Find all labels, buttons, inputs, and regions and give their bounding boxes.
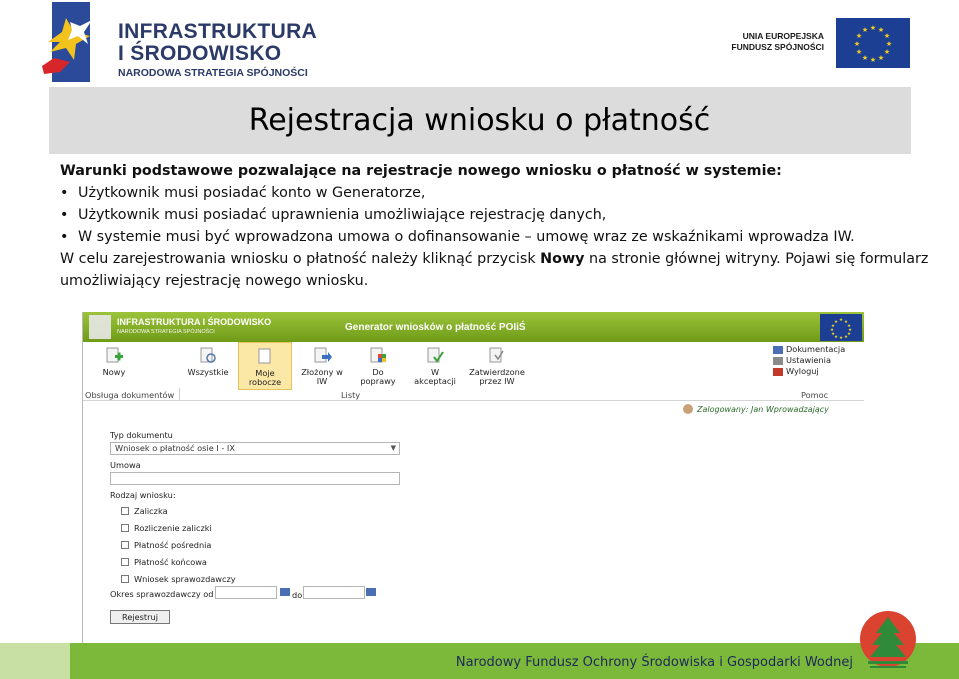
paragraph-bold-button-name: Nowy xyxy=(540,251,585,267)
docs-link-label: Dokumentacja xyxy=(786,344,846,354)
svg-text:★: ★ xyxy=(847,328,853,333)
calendar-icon[interactable] xyxy=(366,588,376,596)
chevron-down-icon: ▼ xyxy=(390,444,396,452)
svg-text:★: ★ xyxy=(855,48,863,56)
search-document-icon xyxy=(198,347,218,365)
contract-label: Umowa xyxy=(110,460,141,470)
kind-label-report: Wniosek sprawozdawczy xyxy=(134,574,236,584)
submitted-label-2: IW xyxy=(316,376,328,386)
check-document-icon xyxy=(425,347,445,365)
kind-label-intermediate: Płatność pośrednia xyxy=(134,540,212,550)
logged-in-text: Zalogowany: Jan Wprowadzający xyxy=(697,404,829,414)
instruction-paragraph xyxy=(60,248,940,292)
svg-text:★: ★ xyxy=(833,320,839,325)
all-button[interactable] xyxy=(181,342,235,390)
logout-link-label: Wyloguj xyxy=(786,366,819,376)
logout-link[interactable] xyxy=(773,366,845,377)
logo-line-2: I ŚRODOWISKO xyxy=(118,42,282,65)
svg-text:★: ★ xyxy=(877,26,885,34)
list-item: • Użytkownik musi posiadać konto w Generatorze, xyxy=(60,182,940,204)
to-fix-label-1: Do xyxy=(372,367,384,377)
section-help-label: Pomoc xyxy=(801,390,829,400)
user-icon xyxy=(683,404,693,414)
eu-flag-small-icon xyxy=(820,314,862,341)
kind-label-settlement: Rozliczenie zaliczki xyxy=(134,523,212,533)
in-acceptance-button[interactable] xyxy=(408,342,462,390)
app-logo-icon xyxy=(89,315,111,339)
svg-text:★: ★ xyxy=(869,56,877,64)
kind-checkbox-settlement[interactable] xyxy=(121,523,212,533)
approved-label-2: przez IW xyxy=(479,376,515,386)
my-drafts-label-1: Moje xyxy=(255,368,275,378)
checkbox-icon xyxy=(121,575,129,583)
eu-label-line-2: FUNDUSZ SPÓJNOŚCI xyxy=(731,42,824,52)
approved-button[interactable] xyxy=(467,342,527,390)
svg-text:★: ★ xyxy=(861,54,869,62)
svg-text:★: ★ xyxy=(843,335,849,340)
docs-link[interactable] xyxy=(773,344,845,355)
help-links xyxy=(773,344,845,377)
svg-text:★: ★ xyxy=(855,32,863,40)
logo-line-1: INFRASTRUKTURA xyxy=(118,20,318,43)
svg-text:★: ★ xyxy=(838,318,844,323)
contract-field[interactable] xyxy=(110,472,400,485)
nfosigw-logo-icon xyxy=(858,609,918,674)
paragraph-part-1: W celu zarejestrowania wniosku o płatność należy kliknąć przycisk xyxy=(60,251,541,267)
in-acceptance-label-1: W xyxy=(430,367,440,377)
new-button-label: Nowy xyxy=(102,367,126,377)
star-logo-icon xyxy=(40,2,112,82)
logo-line-3: NARODOWA STRATEGIA SPÓJNOŚCI xyxy=(118,67,308,79)
svg-text:★: ★ xyxy=(838,336,844,341)
svg-text:★: ★ xyxy=(833,335,839,340)
settings-link-label: Ustawienia xyxy=(786,355,831,365)
kind-checkbox-final[interactable] xyxy=(121,557,207,567)
calendar-icon[interactable] xyxy=(280,588,290,596)
checkbox-icon xyxy=(121,541,129,549)
eu-flag-icon xyxy=(836,18,910,68)
register-button[interactable]: Rejestruj xyxy=(110,610,170,624)
svg-text:★: ★ xyxy=(885,40,893,48)
body-text xyxy=(60,160,940,292)
checkbox-icon xyxy=(121,507,129,515)
svg-text:★: ★ xyxy=(861,26,869,34)
svg-text:★: ★ xyxy=(830,324,836,329)
svg-text:★: ★ xyxy=(846,332,852,337)
book-icon xyxy=(773,346,783,354)
kind-label: Rodzaj wniosku: xyxy=(110,490,176,500)
fix-document-icon xyxy=(368,347,388,365)
my-drafts-button[interactable] xyxy=(238,342,292,390)
to-fix-label-2: poprawy xyxy=(360,376,396,386)
svg-text:★: ★ xyxy=(883,32,891,40)
app-title: Generator wniosków o płatność POIiŚ xyxy=(345,322,526,333)
list-item: • W systemie musi być wprowadzona umowa o dofinansowanie – umowę wraz ze wskaźnikami wprowadza IW. xyxy=(60,226,940,248)
svg-text:★: ★ xyxy=(829,328,835,333)
submitted-label-1: Złożony w xyxy=(301,367,343,377)
infrastruktura-logo xyxy=(40,2,318,82)
app-brand-sub: NARODOWA STRATEGIA SPÓJNOŚCI xyxy=(117,329,215,335)
eu-label xyxy=(731,31,824,53)
kind-checkbox-advance[interactable] xyxy=(121,506,168,516)
all-button-label: Wszystkie xyxy=(187,367,229,377)
app-brand: INFRASTRUKTURA I ŚRODOWISKO xyxy=(117,317,272,327)
svg-text:★: ★ xyxy=(853,40,861,48)
approved-document-icon xyxy=(487,347,507,365)
svg-text:★: ★ xyxy=(869,24,877,32)
paragraph-part-2: na stronie głównej witryny. Pojawi się formularz umożliwiający rejestrację nowego wniosku. xyxy=(60,251,929,289)
new-button[interactable] xyxy=(87,342,141,390)
drafts-document-icon xyxy=(255,348,275,366)
approved-label-1: Zatwierdzone xyxy=(469,367,525,377)
svg-text:★: ★ xyxy=(846,324,852,329)
conditions-list xyxy=(60,182,940,248)
doc-type-select[interactable] xyxy=(110,442,400,455)
section-docs-label: Obsługa dokumentów xyxy=(85,390,175,400)
list-item: • Użytkownik musi posiadać uprawnienia umożliwiające rejestrację danych, xyxy=(60,204,940,226)
doc-type-label: Typ dokumentu xyxy=(110,430,173,440)
svg-text:★: ★ xyxy=(877,54,885,62)
kind-label-advance: Zaliczka xyxy=(134,506,168,516)
to-fix-button[interactable] xyxy=(351,342,405,390)
checkbox-icon xyxy=(121,558,129,566)
svg-text:★: ★ xyxy=(883,48,891,56)
submitted-button[interactable] xyxy=(295,342,349,390)
lead-text: Warunki podstawowe pozwalające na rejestracje nowego wniosku o płatność w systemie: xyxy=(60,163,782,179)
new-document-icon xyxy=(104,347,124,365)
app-header xyxy=(83,312,864,342)
doc-type-value: Wniosek o płatność osie I - IX xyxy=(115,443,235,453)
logged-in-status xyxy=(683,404,829,414)
section-lists-label: Listy xyxy=(341,390,361,400)
period-to-label: do xyxy=(292,590,303,600)
kind-checkbox-report[interactable] xyxy=(121,574,236,584)
period-to-field[interactable] xyxy=(303,586,365,599)
submit-arrow-icon xyxy=(312,347,332,365)
svg-text:★: ★ xyxy=(830,332,836,337)
app-screenshot xyxy=(82,312,863,644)
settings-icon xyxy=(773,357,783,365)
page-title: Rejestracja wniosku o płatność xyxy=(248,103,711,138)
settings-link[interactable] xyxy=(773,355,845,366)
kind-label-final: Płatność końcowa xyxy=(134,557,207,567)
footer-text: Narodowy Fundusz Ochrony Środowiska i Gospodarki Wodnej xyxy=(455,655,853,670)
app-toolbar xyxy=(83,342,864,404)
period-from-label: Okres sprawozdawczy od xyxy=(110,589,214,599)
svg-text:★: ★ xyxy=(843,320,849,325)
period-from-field[interactable] xyxy=(215,586,277,599)
toolbar-bottom-line xyxy=(83,400,864,401)
checkbox-icon xyxy=(121,524,129,532)
in-acceptance-label-2: akceptacji xyxy=(414,376,456,386)
logout-icon xyxy=(773,368,783,376)
eu-label-line-1: UNIA EUROPEJSKA xyxy=(742,31,824,41)
toolbar-divider xyxy=(179,388,180,400)
kind-checkbox-intermediate[interactable] xyxy=(121,540,211,550)
my-drafts-label-2: robocze xyxy=(248,377,282,387)
